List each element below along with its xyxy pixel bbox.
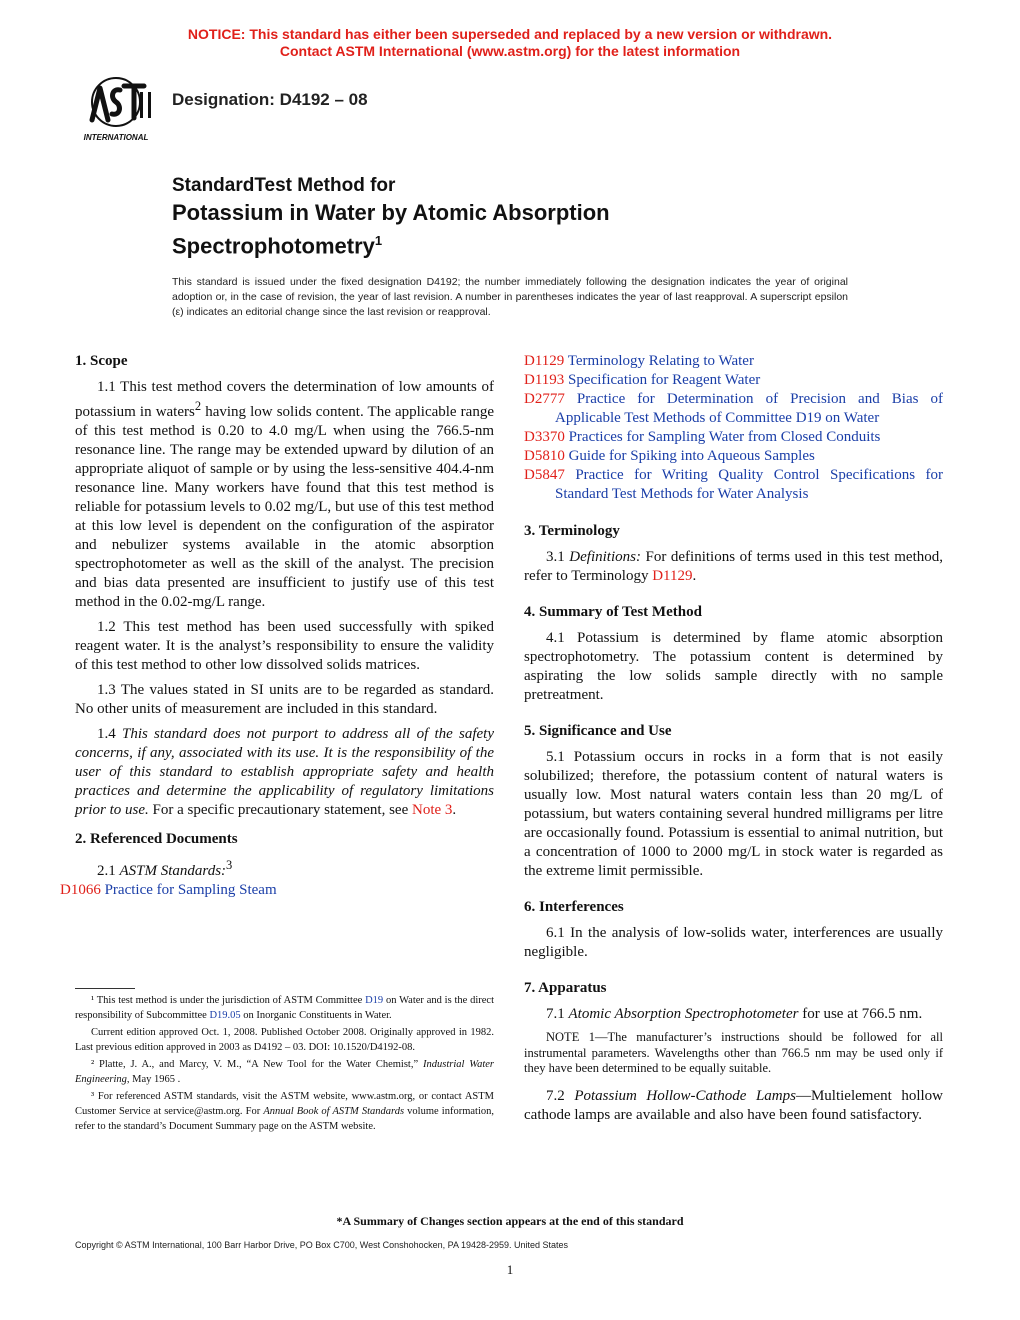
reference-d1193[interactable]: D1193 Specification for Reagent Water: [524, 372, 761, 388]
footnote-divider: [75, 988, 135, 989]
footnotes: [75, 993, 494, 1136]
section-heading-significance: 5. Significance and Use: [524, 723, 672, 739]
left-column: [60, 352, 495, 900]
reference-d5847[interactable]: D5847 Practice for Writing Quality Control Specifications for Standard Test Methods for Water Analysis: [524, 467, 943, 502]
significance-5-1: 5.1 Potassium occurs in rocks in a form that is not easily solubilized; therefore, the potassium content of natural waters is usually low. Most natural waters contain less than 20 mg/L of potassium, but waters containing several hundred milligrams per litre are occasionally found. Potassium is essential to animal nutrition, but a concentration of 1000 to 2000 mg/L in stock water is regarded as the extreme limit permissible.: [524, 749, 943, 879]
scope-1-4: 1.4 This standard does not purport to address all of the safety concerns, if any, associated with its use. It is the responsibility of the user of this standard to establish appropriate safety and health practices and determine the applicability of regulatory limitations prior to use. For a specific precautionary statement, see Note 3.: [75, 726, 495, 818]
page-number: 1: [506, 1262, 514, 1277]
title-prefix: StandardTest Method for: [172, 175, 396, 196]
footnote-1: ¹ This test method is under the jurisdiction of ASTM Committee D19 on Water and is the direct responsibility of Subcommittee D19.05 on Inorganic Constituents in Water.: [75, 995, 494, 1021]
section-heading-scope: 1. Scope: [75, 353, 128, 369]
issuance-statement: This standard is issued under the fixed designation D4192; the number immediately following the designation indicates the year of original adoption or, in the case of revision, the year of last revision. A number in parentheses indicates the year of last reapproval. A superscript epsilon (ε) indicates an editorial change since the last revision or reapproval.: [172, 276, 848, 318]
referenced-2-1: 2.1 ASTM Standards:$^3$: [97, 858, 233, 879]
reference-d1066[interactable]: D1066 Practice for Sampling Steam: [60, 882, 277, 898]
logo-caption: INTERNATIONAL: [83, 133, 149, 142]
note-1: NOTE 1—The manufacturer’s instructions should be followed for all instrumental parameters. Wavelengths other than 766.5 nm may be used only if they have been determined to be equally suitable.: [524, 1030, 943, 1075]
footnote-3: ³ For referenced ASTM standards, visit the ASTM website, www.astm.org, or contact ASTM Customer Service at service@astm.org. For Annual Book of ASTM Standards volume information, refer to the standard’s Document Summary page on the ASTM website.: [75, 1091, 494, 1132]
title-main: Potassium in Water by Atomic Absorption Spectrophotometry: [172, 200, 610, 259]
title-footnote-mark: 1: [374, 233, 383, 248]
d1129-link[interactable]: D1129: [652, 568, 693, 584]
apparatus-7-2: 7.2 Potassium Hollow-Cathode Lamps—Multielement hollow cathode lamps are available and also have been found satisfactory.: [524, 1087, 943, 1123]
notice-line-2: Contact ASTM International (www.astm.org) for the latest information: [279, 43, 741, 59]
interferences-6-1: 6.1 In the analysis of low-solids water, interferences are usually negligible.: [524, 925, 943, 960]
summary-of-changes-note: *A Summary of Changes section appears at the end of this standard: [336, 1214, 684, 1228]
footnote-1-edition: Current edition approved Oct. 1, 2008. Published October 2008. Originally approved in 1982. Last previous edition approved in 2003 as D4192 – 03. DOI: 10.1520/D4192-08.: [75, 1027, 494, 1053]
astm-logo: [70, 74, 166, 144]
astm-logo-icon: [70, 74, 166, 144]
footnote-2: ² Platte, J. A., and Marcy, V. M., “A New Tool for the Water Chemist,” Industrial Water Engineering, May 1965 .: [75, 1059, 494, 1085]
reference-d1129[interactable]: D1129 Terminology Relating to Water: [524, 353, 754, 369]
section-heading-interferences: 6. Interferences: [524, 899, 624, 915]
subcommittee-link[interactable]: D19.05: [209, 1010, 241, 1021]
reference-d3370[interactable]: D3370 Practices for Sampling Water from Closed Conduits: [524, 429, 881, 445]
reference-d2777[interactable]: D2777 Practice for Determination of Precision and Bias of Applicable Test Methods of Committee D19 on Water: [524, 391, 943, 426]
scope-1-3: 1.3 The values stated in SI units are to be regarded as standard. No other units of measurement are included in this standard.: [75, 682, 494, 717]
scope-1-1: 1.1 This test method covers the determination of low amounts of potassium in waters$^2$ having low solids content. The applicable range of this test method is 0.20 to 4.0 mg/L when using the 766.5-nm resonance line. The range may be extended upward by dilution of an appropriate aliquot of sample or by using the less-sensitive 404.4-nm resonance line. Many workers have found that this test method is reliable for potassium levels to 0.02 mg/L, but use of this test method at this low level is dependent on the configuration of the aspirator and nebulizer systems available in the atomic absorption spectrophotometer as well as the skill of the analyst. The precision and bias data presented are insufficient to justify use of this test method in the 0.02-mg/L range.: [75, 379, 494, 610]
summary-4-1: 4.1 Potassium is determined by flame atomic absorption spectrophotometry. The potassium content is determined by aspirating the low solids sample directly with no sample pretreatment.: [524, 630, 943, 703]
right-column: [524, 352, 943, 1131]
withdrawal-notice: [0, 26, 1020, 60]
document-title: [172, 199, 732, 260]
section-heading-referenced: 2. Referenced Documents: [75, 831, 238, 847]
terminology-3-1: 3.1 Definitions: For definitions of terms used in this test method, refer to Terminology D1129.: [524, 549, 944, 584]
note-3-link[interactable]: Note 3: [412, 802, 453, 818]
notice-line-1: NOTICE: This standard has either been superseded and replaced by a new version or withdrawn.: [187, 26, 833, 42]
copyright: Copyright © ASTM International, 100 Barr Harbor Drive, PO Box C700, West Conshohocken, PA 19428-2959. United States: [75, 1240, 569, 1250]
apparatus-7-1: 7.1 Atomic Absorption Spectrophotometer for use at 766.5 nm.: [546, 1006, 923, 1022]
committee-d19-link[interactable]: D19: [365, 995, 384, 1006]
scope-1-2: 1.2 This test method has been used successfully with spiked reagent water. It is the analyst’s responsibility to ensure the validity of this test method to other low dissolved solids matrices.: [75, 619, 494, 673]
designation: Designation: D4192 – 08: [172, 90, 368, 109]
section-heading-terminology: 3. Terminology: [524, 523, 620, 539]
section-heading-summary: 4. Summary of Test Method: [524, 604, 702, 620]
reference-d5810[interactable]: D5810 Guide for Spiking into Aqueous Samples: [524, 448, 815, 464]
section-heading-apparatus: 7. Apparatus: [524, 980, 607, 996]
